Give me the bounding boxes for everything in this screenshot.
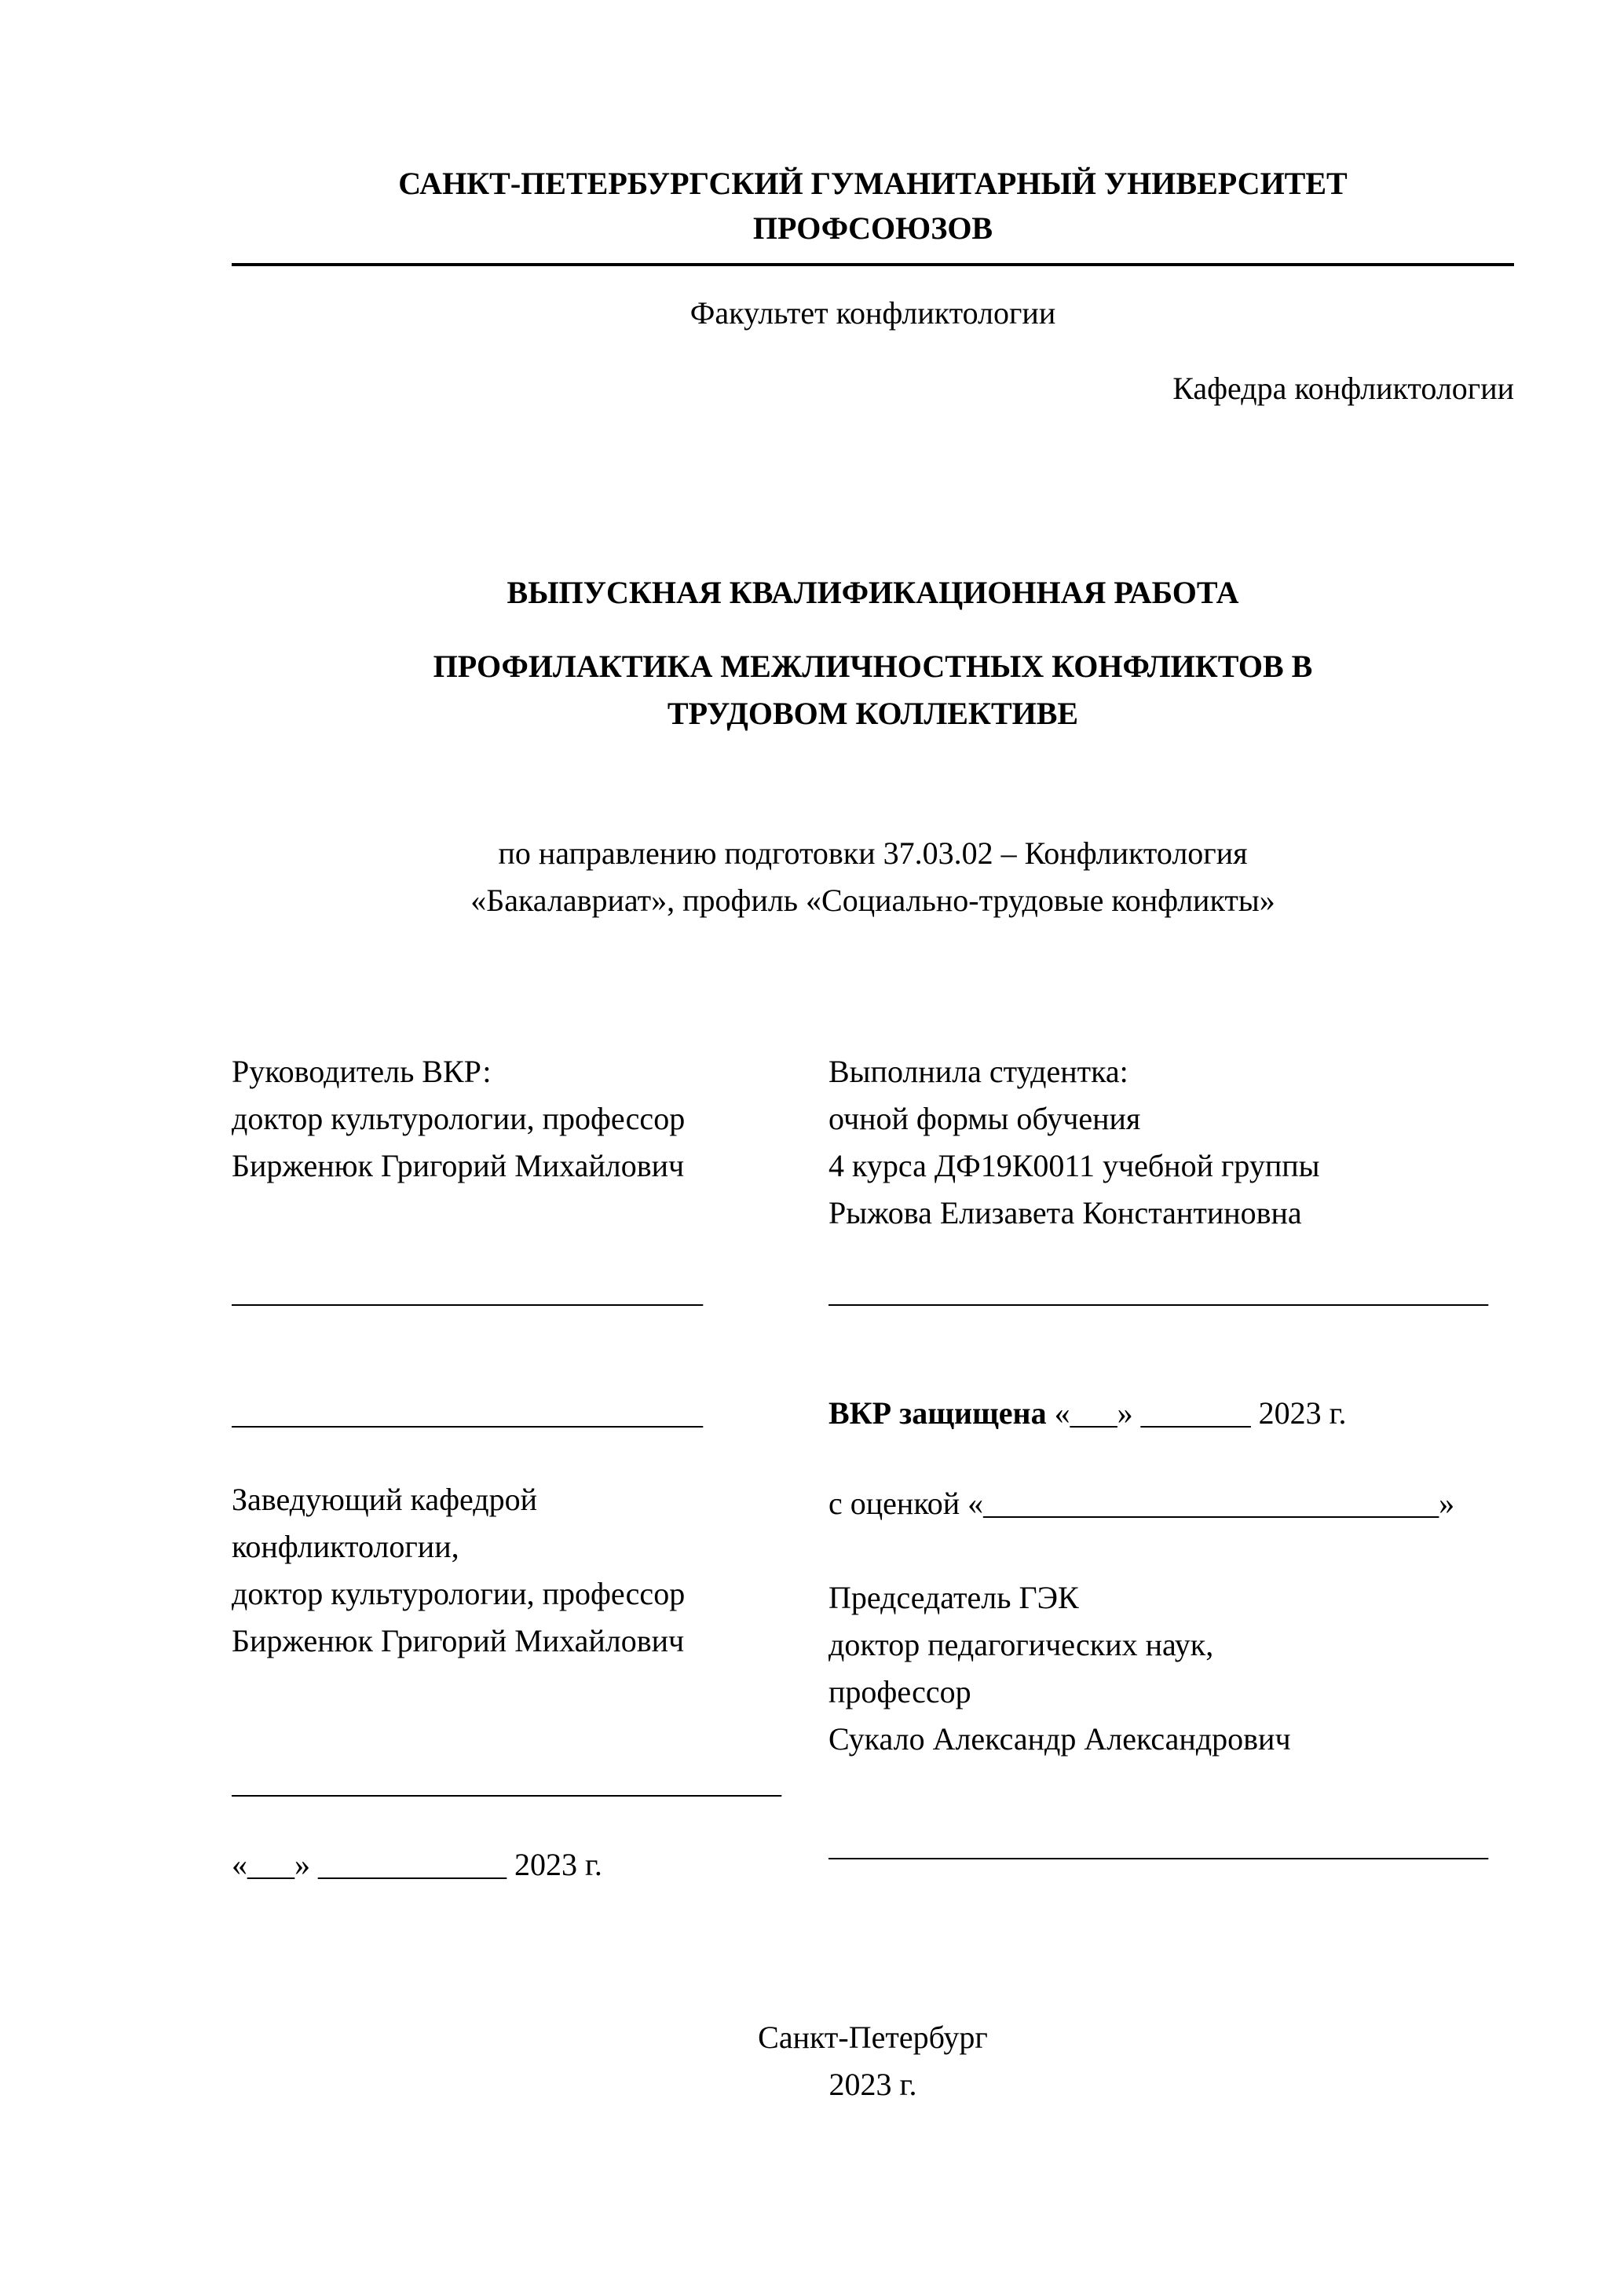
student-signature-line: __________________________________________ (828, 1274, 1488, 1309)
thesis-title-line1: ПРОФИЛАКТИКА МЕЖЛИЧНОСТНЫХ КОНФЛИКТОВ В (433, 649, 1313, 684)
university-name-line1: САНКТ-ПЕТЕРБУРГСКИЙ ГУМАНИТАРНЫЙ УНИВЕРСИТЕТ (398, 166, 1348, 201)
supervisor-label: Руководитель ВКР: (232, 1054, 492, 1089)
defended-label: ВКР защищена (828, 1395, 1047, 1431)
thesis-title-line2: ТРУДОВОМ КОЛЛЕКТИВЕ (667, 696, 1079, 731)
department-head-block (232, 1476, 828, 1665)
department-head-title-line2: конфликтологии, (232, 1529, 459, 1564)
student-name: Рыжова Елизавета Константиновна (828, 1195, 1302, 1230)
program-info-line1: по направлению подготовки 37.03.02 – Конфликтология (498, 835, 1248, 871)
department-head-degree: доктор культурологии, профессор (232, 1576, 686, 1611)
committee-chair-label: Председатель ГЭК (828, 1580, 1079, 1615)
footer-block (232, 2014, 1514, 2108)
left-date-line: «___» ____________ 2023 г. (232, 1847, 602, 1882)
supervisor-name: Бирженюк Григорий Михайлович (232, 1148, 685, 1183)
student-study-form: очной формы обучения (828, 1101, 1141, 1136)
defended-line (828, 1390, 1514, 1437)
left-signature-line-2: ______________________________ (232, 1395, 703, 1431)
department-head-name: Бирженюк Григорий Михайлович (232, 1623, 685, 1658)
grade-line: с оценкой «_____________________________» (828, 1486, 1455, 1521)
supervisor-signature-line: ______________________________ (232, 1274, 703, 1309)
committee-chair-name: Сукало Александр Александрович (828, 1721, 1291, 1757)
footer-year: 2023 г. (828, 2067, 917, 2102)
committee-chair-degree: доктор педагогических наук, (828, 1627, 1214, 1662)
student-group: 4 курса ДФ19К0011 учебной группы (828, 1148, 1320, 1183)
header-divider (232, 263, 1514, 266)
program-info-line2: «Бакалавриат», профиль «Социально-трудовые конфликты» (470, 883, 1275, 918)
department-name: Кафедра конфликтологии (1172, 371, 1514, 406)
footer-city: Санкт-Петербург (758, 2020, 988, 2055)
department-head-title-line1: Заведующий кафедрой (232, 1482, 538, 1517)
committee-chair-degree2: профессор (828, 1674, 971, 1709)
work-type-heading: ВЫПУСКНАЯ КВАЛИФИКАЦИОННАЯ РАБОТА (507, 575, 1239, 610)
student-column (828, 1048, 1514, 1888)
committee-chair-block (828, 1574, 1514, 1763)
university-name-line2: ПРОФСОЮЗОВ (752, 210, 993, 246)
signature-columns (232, 1048, 1514, 1888)
faculty-name: Факультет конфликтологии (689, 295, 1056, 331)
defended-date-blank: «___» _______ 2023 г. (1046, 1395, 1347, 1431)
supervisor-column (232, 1048, 828, 1888)
committee-chair-signature-line: __________________________________________ (828, 1827, 1488, 1863)
supervisor-degree: доктор культурологии, профессор (232, 1101, 686, 1136)
student-label: Выполнила студентка: (828, 1054, 1128, 1089)
department-head-signature-line: ___________________________________ (232, 1764, 781, 1800)
